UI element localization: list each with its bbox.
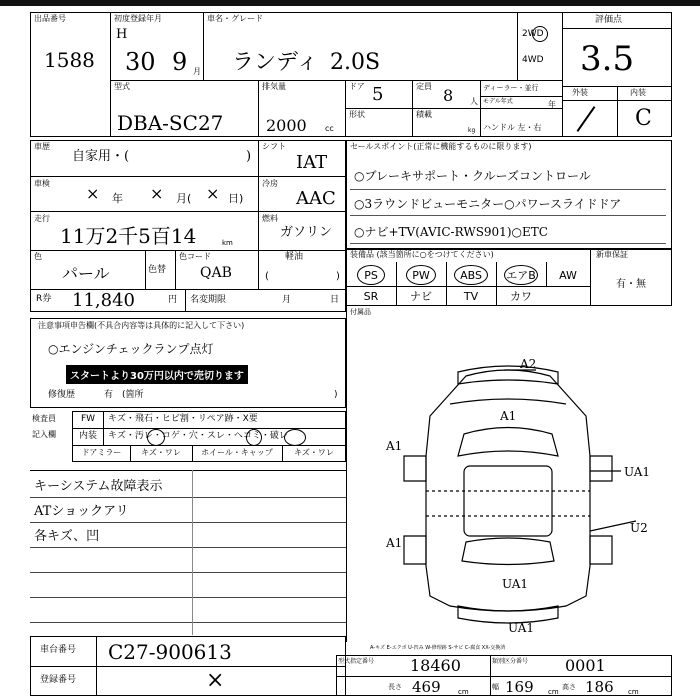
exterior-label: 外装 <box>572 88 588 97</box>
inspector-fw: FW <box>80 414 96 424</box>
height-label: 高さ <box>562 683 576 691</box>
era: H <box>116 27 128 42</box>
chassis: C27-900613 <box>108 640 232 664</box>
width: 169 <box>505 678 534 696</box>
inspection-label: 車検 <box>34 179 50 188</box>
color: パール <box>62 264 110 283</box>
remark-3: 各キズ、凹 <box>34 529 100 544</box>
equip-pw: PW <box>412 269 430 282</box>
usage-label: 車歴 <box>34 142 50 151</box>
model: DBA-SC27 <box>117 111 224 135</box>
repair-place: (箇所 <box>122 390 144 400</box>
displacement-label: 排気量 <box>262 82 286 91</box>
inspector-label-2: 記入欄 <box>32 430 56 439</box>
inspector-row2: キズ・汚レ・コゲ・穴・スレ・ヘコミ・破レ <box>108 431 288 441</box>
new-car-label: 新車保証 <box>596 250 628 259</box>
repair-value: 有 <box>104 390 114 400</box>
mark-u2: U2 <box>630 521 648 535</box>
capacity-label: 定員 <box>416 82 432 91</box>
shift: IAT <box>296 152 328 173</box>
displacement: 2000 <box>266 116 307 135</box>
drive-2wd: 2WD <box>522 29 544 39</box>
light-oil-label: 軽油 <box>285 252 304 262</box>
mark-ua1-right: UA1 <box>624 465 651 479</box>
interior-grade: C <box>635 106 652 131</box>
warranty: 有・無 <box>616 279 646 290</box>
car-grade-label: 車名・グレード <box>207 14 263 23</box>
fuel: ガソリン <box>280 225 333 240</box>
dealer-label: ディーラー・並行 <box>483 84 539 92</box>
notes-line-1: ○エンジンチェックランプ点灯 <box>48 342 214 356</box>
equip-leather: カワ <box>510 290 532 303</box>
mark-a1-roof: A1 <box>500 409 517 423</box>
reg-year: 30 <box>125 48 156 76</box>
inspector-mirror: ドアミラー <box>81 448 122 457</box>
equip-ps: PS <box>364 269 378 282</box>
grade: 2.0S <box>330 50 381 75</box>
ac: AAC <box>296 188 336 209</box>
notes-label: 注意事項申告欄(不具合内容等は具体的に記入して下さい) <box>38 321 245 330</box>
model-year-label: モデル年式 <box>483 98 513 105</box>
recycle: 11,840 <box>72 290 135 311</box>
equip-sr: SR <box>363 290 379 303</box>
doors-label: ドア <box>349 82 365 91</box>
length: 469 <box>412 678 441 696</box>
width-label: 幅 <box>492 683 499 691</box>
mileage-label: 走行 <box>34 214 50 223</box>
inspector-row1: キズ・飛石・ヒビ割・リペア跡・X要 <box>108 414 258 424</box>
length-label: 長さ <box>388 683 402 691</box>
color-code: QAB <box>200 265 232 281</box>
usage: 自家用・( <box>72 149 130 164</box>
drive-circle <box>532 26 548 42</box>
mark-ua1-bumper: UA1 <box>508 621 535 635</box>
name-change-label: 名変期限 <box>190 295 227 305</box>
mark-a1-left-rear: A1 <box>386 536 403 550</box>
sales-line-2: ○3ラウンドビューモニター○パワースライドドア <box>354 197 622 211</box>
chassis-label: 車台番号 <box>40 645 77 655</box>
sales-line-1: ○ブレーキサポート・クルーズコントロール <box>354 169 591 183</box>
remark-2: ATショックアリ <box>34 504 129 519</box>
doors: 5 <box>372 84 384 105</box>
auction-no: 1588 <box>44 48 95 72</box>
equipment-label: 装備品 (該当箇所に○をつけてください) <box>350 250 494 259</box>
mark-a1-left-front: A1 <box>386 439 403 453</box>
height: 186 <box>585 678 614 696</box>
damage-legend: A-キズ E-エクボ U-凹み W-修理跡 S-サビ C-腐食 XX-交換済 <box>370 645 506 651</box>
sell-banner: スタートより30万円以内で売切ります <box>66 365 248 384</box>
score-label: 評価点 <box>595 15 623 25</box>
remark-1: キーシステム故障表示 <box>34 479 163 494</box>
notes-frame <box>30 318 346 408</box>
mileage: 11万2千5百14 <box>60 224 197 248</box>
reg-no-cross: × <box>206 668 225 693</box>
auction-no-label: 出品番号 <box>34 14 66 23</box>
handle-label: ハンドル 左・右 <box>483 123 542 132</box>
first-reg-label: 初度登録年月 <box>114 14 162 23</box>
shift-label: シフト <box>262 142 286 151</box>
header-band <box>0 0 700 6</box>
class-no: 0001 <box>565 656 606 675</box>
ac-label: 冷房 <box>262 179 278 188</box>
reg-month: 9 <box>172 48 188 76</box>
mark-a2: A2 <box>520 357 537 371</box>
cert-label: 型式指定番号 <box>338 658 375 665</box>
color-code-label: 色コード <box>179 252 211 261</box>
repair-label: 修復歴 <box>48 390 76 400</box>
capacity: 8 <box>443 86 454 105</box>
cert-no: 18460 <box>410 656 461 675</box>
interior-label: 内装 <box>630 88 646 97</box>
class-label: 類別区分番号 <box>492 658 529 665</box>
drive-4wd: 4WD <box>522 55 544 65</box>
equip-aw: AW <box>559 269 577 282</box>
accessories-label: 付属品 <box>350 308 371 316</box>
reg-no-label: 登録番号 <box>40 675 77 685</box>
inspector-interior: 内装 <box>78 431 97 441</box>
shape-label: 形状 <box>349 110 365 119</box>
model-label: 型式 <box>114 82 130 91</box>
equip-tv: TV <box>463 290 479 303</box>
sales-points-label: セールスポイント(正常に機能するものに限ります) <box>350 142 532 151</box>
inspector-wheel: ホイール・キャップ <box>201 448 273 457</box>
equip-airbag: エアB <box>506 269 536 282</box>
color-change-label: 色替 <box>148 265 167 275</box>
fuel-label: 燃料 <box>262 214 278 223</box>
sales-line-3: ○ナビ+TV(AVIC-RWS901)○ETC <box>354 225 548 239</box>
recycle-label: R券 <box>36 294 52 304</box>
score: 3.5 <box>580 39 635 79</box>
inspector-label-1: 検査員 <box>32 414 56 423</box>
equip-abs: ABS <box>460 269 482 282</box>
car-name: ランディ <box>232 50 319 75</box>
equip-navi: ナビ <box>410 290 432 303</box>
load-label: 積載 <box>416 110 432 119</box>
color-label: 色 <box>34 252 42 261</box>
mark-ua1-rear: UA1 <box>502 577 529 591</box>
